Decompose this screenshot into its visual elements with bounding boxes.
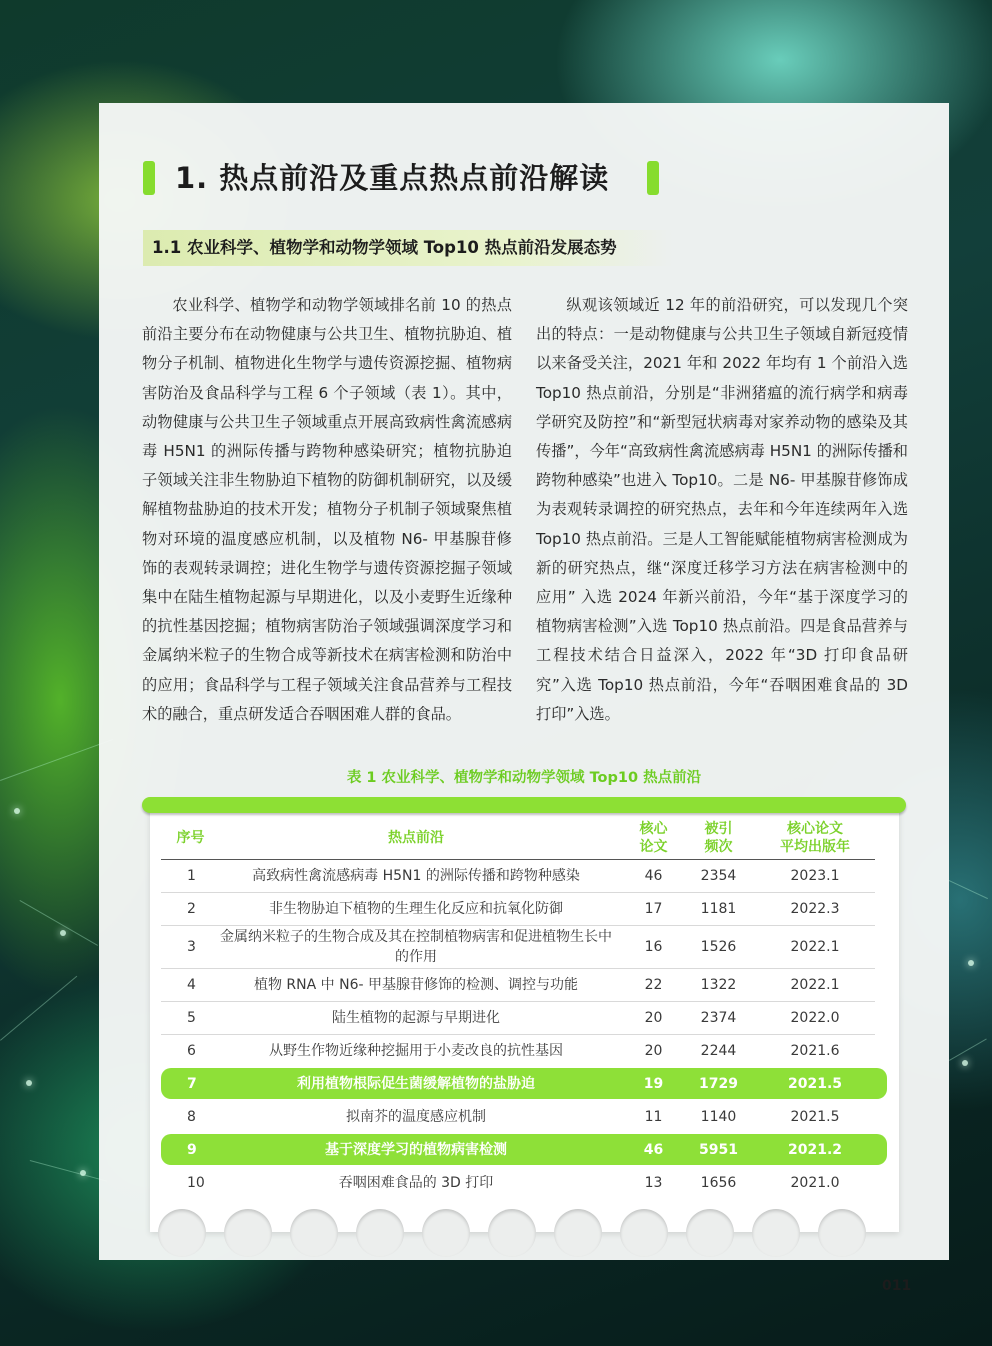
cell-year: 2021.2 bbox=[787, 1141, 843, 1158]
header-cite-line1: 被引 bbox=[704, 821, 733, 837]
table-row bbox=[161, 969, 875, 1002]
cell-core: 20 bbox=[644, 1010, 663, 1026]
scallop bbox=[752, 1209, 800, 1257]
content-panel bbox=[99, 103, 949, 1260]
cell-core: 11 bbox=[644, 1108, 663, 1125]
table-row-highlighted bbox=[161, 1134, 887, 1165]
header-topic: 热点前沿 bbox=[388, 830, 444, 846]
cell-no: 8 bbox=[187, 1108, 196, 1125]
body-paragraph-right: 纵观该领域近 12 年的前沿研究，可以发现几个突出的特点：一是动物健康与公共卫生子领域自新冠疫情以来备受关注，2021 年和 2022 年均有 1 个前沿入选 Top10 热点前沿，分别是“非洲猪瘟的流行病学和病毒学研究及防控”和“新型冠状病毒对家养动物的感染及其传播”，今年“高致病性禽流感病毒 H5N1 的洲际传播和跨物种感染”也进入 Top10。二是 N6- 甲基腺苷修饰成为表观转录调控的研究热点，去年和今年连续两年入选 Top10 热点前沿。三是人工智能赋能植物病害检测成为新的研究热点，继“深度迁移学习方法在病害检测中的应用” 入选 2024 年新兴前沿，今年“基于深度学习的植物病害检测”入选 Top10 热点前沿。四是食品营养与工程技术结合日益深入，2022 年“3D 打印食品研究”入选 Top10 热点前沿，今年“吞咽困难食品的 3D 打印”入选。 bbox=[536, 296, 908, 723]
header-no: 序号 bbox=[176, 830, 205, 846]
table-scallop-edge bbox=[150, 1209, 899, 1233]
cell-cite: 1140 bbox=[700, 1108, 737, 1125]
cell-topic: 金属纳米粒子的生物合成及其在控制植物病害和促进植物生长中的作用 bbox=[220, 929, 612, 965]
cell-no: 10 bbox=[187, 1174, 205, 1191]
cell-year: 2022.1 bbox=[790, 939, 840, 955]
cell-topic: 非生物胁迫下植物的生理生化反应和抗氧化防御 bbox=[269, 901, 563, 917]
scallop bbox=[356, 1209, 404, 1257]
cell-year: 2023.1 bbox=[790, 868, 840, 884]
scallop bbox=[620, 1209, 668, 1257]
cell-cite: 1729 bbox=[699, 1075, 738, 1092]
page-number: 011 bbox=[882, 1278, 912, 1294]
scallop bbox=[158, 1209, 206, 1257]
cell-no: 4 bbox=[187, 977, 196, 993]
cell-topic: 从野生作物近缘种挖掘用于小麦改良的抗性基因 bbox=[269, 1043, 563, 1059]
header-year-line2: 平均出版年 bbox=[780, 839, 850, 855]
cell-year: 2021.5 bbox=[787, 1075, 843, 1092]
cell-no: 3 bbox=[187, 939, 196, 955]
body-paragraph-left: 农业科学、植物学和动物学领域排名前 10 的热点前沿主要分布在动物健康与公共卫生、植物抗胁迫、植物分子机制、植物进化生物学与遗传资源挖掘、植物病害防治及食品科学与工程 6 个子领域（表 1）。其中，动物健康与公共卫生子领域重点开展高致病性禽流感病毒 H5N1 的洲际传播与跨物种感染研究；植物抗胁迫子领域关注非生物胁迫下植物的防御机制研究，以及缓解植物盐胁迫的技术开发；植物分子机制子领域聚焦植物对环境的温度感应机制，以及植物 N6- 甲基腺苷修饰的表观转录调控；进化生物学与遗传资源挖掘子领域集中在陆生植物起源与早期进化，以及小麦野生近缘种的抗性基因挖掘；植物病害防治子领域强调深度学习和金属纳米粒子的生物合成等新技术在病害检测和防治中的应用；食品科学与工程子领域关注食品营养与工程技术的融合，重点研发适合吞咽困难人群的食品。 bbox=[142, 296, 512, 723]
header-year-line1: 核心论文 bbox=[787, 821, 843, 837]
cell-year: 2021.5 bbox=[790, 1108, 840, 1125]
cell-cite: 1656 bbox=[700, 1174, 737, 1191]
cell-core: 20 bbox=[644, 1043, 663, 1059]
table-row bbox=[161, 926, 875, 969]
scallop bbox=[422, 1209, 470, 1257]
heading-bar-left bbox=[143, 161, 155, 195]
cell-year: 2021.6 bbox=[790, 1043, 840, 1059]
header-core-line1: 核心 bbox=[639, 821, 668, 837]
cell-year: 2021.0 bbox=[790, 1174, 840, 1191]
cell-year: 2022.0 bbox=[790, 1010, 840, 1026]
table-row-highlighted bbox=[161, 1068, 887, 1099]
cell-no: 9 bbox=[187, 1141, 197, 1158]
table-row bbox=[161, 1167, 875, 1198]
cell-no: 5 bbox=[187, 1010, 196, 1026]
cell-core: 19 bbox=[643, 1075, 664, 1092]
cell-cite: 1322 bbox=[700, 977, 737, 993]
cell-core: 16 bbox=[644, 939, 663, 955]
scallop bbox=[488, 1209, 536, 1257]
cell-cite: 2354 bbox=[700, 868, 737, 884]
cell-year: 2022.3 bbox=[790, 901, 840, 917]
subheading-text: 1.1 农业科学、植物学和动物学领域 Top10 热点前沿发展态势 bbox=[152, 238, 617, 257]
subheading-band bbox=[143, 230, 673, 266]
cell-core: 46 bbox=[644, 868, 663, 884]
cell-core: 46 bbox=[643, 1141, 664, 1158]
table-row bbox=[161, 1002, 875, 1035]
cell-core: 13 bbox=[644, 1174, 663, 1191]
table-row bbox=[161, 1101, 875, 1132]
cell-cite: 1181 bbox=[700, 901, 737, 917]
table-caption: 表 1 农业科学、植物学和动物学领域 Top10 热点前沿 bbox=[346, 770, 702, 786]
cell-no: 7 bbox=[187, 1075, 197, 1092]
scallop bbox=[554, 1209, 602, 1257]
cell-topic: 利用植物根际促生菌缓解植物的盐胁迫 bbox=[297, 1075, 535, 1092]
cell-year: 2022.1 bbox=[790, 977, 840, 993]
cell-topic: 高致病性禽流感病毒 H5N1 的洲际传播和跨物种感染 bbox=[252, 868, 580, 884]
scallop bbox=[686, 1209, 734, 1257]
cell-cite: 2244 bbox=[700, 1043, 737, 1059]
cell-topic: 陆生植物的起源与早期进化 bbox=[332, 1010, 500, 1026]
cell-cite: 1526 bbox=[700, 939, 737, 955]
cell-topic: 植物 RNA 中 N6- 甲基腺苷修饰的检测、调控与功能 bbox=[253, 977, 578, 993]
cell-no: 2 bbox=[187, 901, 196, 917]
header-cite-line2: 频次 bbox=[704, 839, 733, 855]
scallop bbox=[224, 1209, 272, 1257]
cell-core: 22 bbox=[644, 977, 663, 993]
cell-topic: 拟南芥的温度感应机制 bbox=[346, 1108, 486, 1125]
cell-cite: 2374 bbox=[700, 1010, 737, 1026]
cell-core: 17 bbox=[644, 901, 663, 917]
cell-cite: 5951 bbox=[699, 1141, 738, 1158]
table-row bbox=[161, 860, 875, 893]
heading-bar-right bbox=[647, 161, 659, 195]
header-core-line2: 论文 bbox=[639, 839, 668, 855]
table-top-rail bbox=[142, 797, 906, 813]
heading-text: 1. 热点前沿及重点热点前沿解读 bbox=[175, 161, 610, 195]
cell-no: 6 bbox=[187, 1043, 196, 1059]
table-row bbox=[161, 893, 875, 926]
table-row bbox=[161, 1035, 875, 1067]
cell-topic: 吞咽困难食品的 3D 打印 bbox=[338, 1174, 494, 1191]
scallop bbox=[290, 1209, 338, 1257]
cell-topic: 基于深度学习的植物病害检测 bbox=[325, 1141, 507, 1158]
scallop bbox=[818, 1209, 866, 1257]
section-heading bbox=[143, 157, 663, 199]
cell-no: 1 bbox=[187, 868, 196, 884]
